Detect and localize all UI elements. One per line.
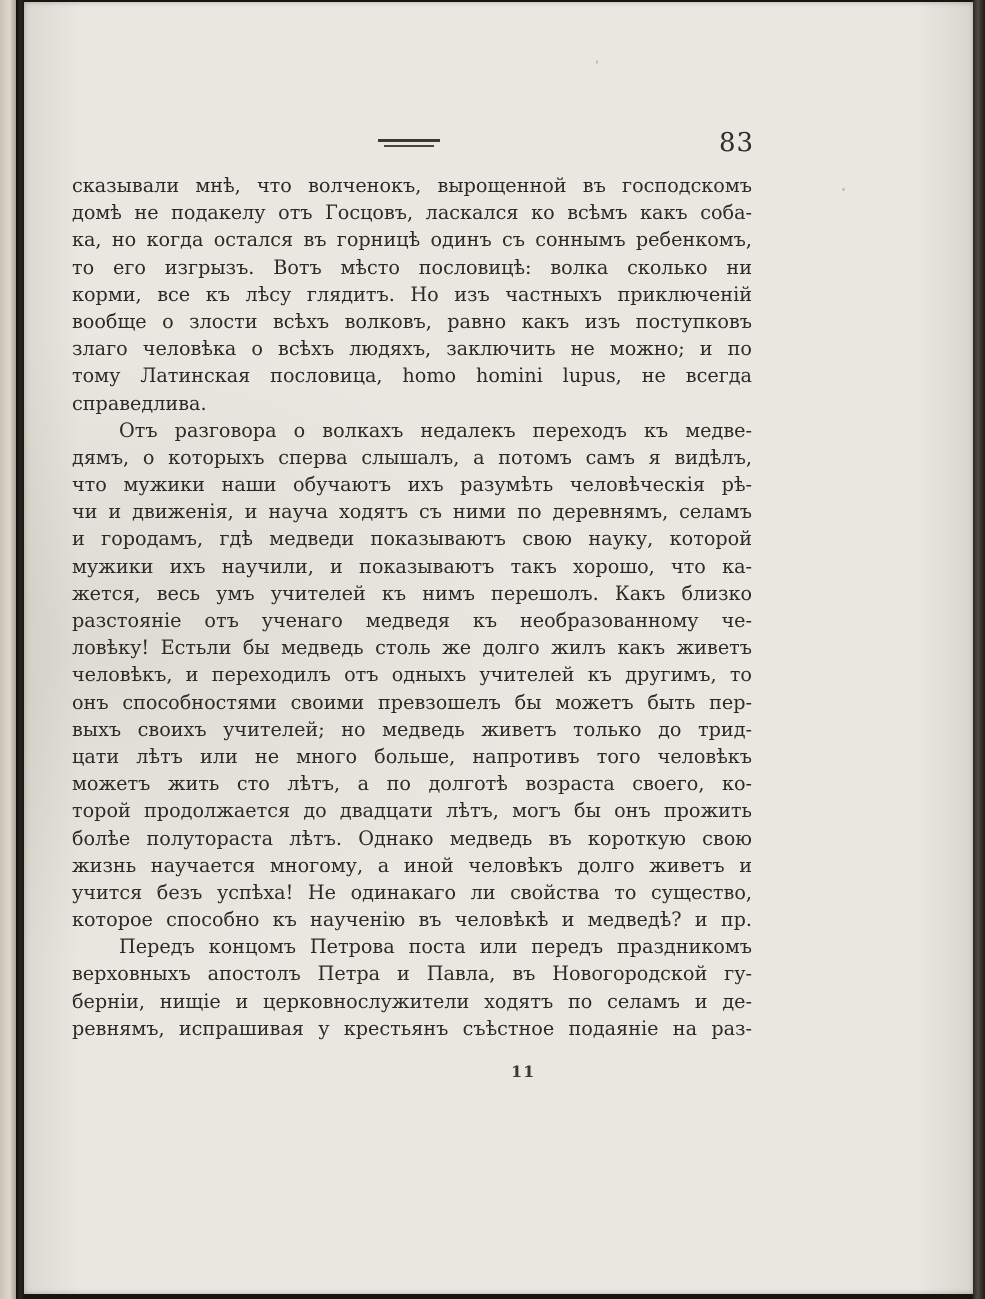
text-line: которое способно къ наученію въ человѣкѣ и медведѣ? и пр. [72, 908, 752, 932]
text-line: учится безъ успѣха! Не одинакаго ли свойства то существо, [72, 880, 752, 904]
text-line: цати лѣтъ или не много больше, напротивъ того человѣкъ [72, 744, 752, 768]
text-line: корми, все къ лѣсу глядитъ. Но изъ частныхъ приключеній [72, 282, 752, 306]
paper-speck [596, 60, 598, 64]
text-line: сказывали мнѣ, что волченокъ, вырощенной въ господскомъ [72, 174, 752, 197]
text-line: выхъ своихъ учителей; но медведь живетъ только до трид- [72, 717, 752, 741]
text-line: чи и движенія, и научa ходятъ съ ними по деревнямъ, селамъ [72, 500, 752, 524]
text-line: и городамъ, гдѣ медведи показываютъ свою науку, которой [72, 527, 752, 551]
text-line: жизнь научается многому, а иной человѣкъ долго живетъ и [72, 853, 752, 877]
text-line: можетъ жить сто лѣтъ, а по долготѣ возраста своего, ко- [72, 772, 752, 796]
page-fore-edge [973, 0, 985, 1299]
text-line: то его изгрызъ. Вотъ мѣсто пословицѣ: волка сколько ни [72, 255, 752, 279]
header-rule-lower [384, 145, 434, 147]
text-line: домѣ не подакелу отъ Госцовъ, ласкался ко всѣмъ какъ соба- [72, 201, 752, 225]
text-line: человѣкъ, и переходилъ отъ одныхъ учителей къ другимъ, то [72, 663, 752, 687]
body-text [72, 172, 752, 1042]
header-rule-upper [378, 139, 440, 142]
text-line: торой продолжается до двадцати лѣтъ, могъ бы онъ прожить [72, 799, 752, 823]
text-line: болѣе полутораста лѣтъ. Однако медведь въ короткую свою [72, 826, 752, 850]
text-line: жется, весь умъ учителей къ нимъ перешолъ. Какъ близко [72, 581, 752, 605]
text-line: ревнямъ, испрашивая у крестьянъ съѣстное подаяніе на раз- [72, 1016, 752, 1040]
text-line: ка, но когда остался въ горницѣ одинъ съ соннымъ ребенкомъ, [72, 228, 752, 252]
text-line: онъ способностями своими превзошелъ бы можетъ быть пер- [72, 690, 752, 714]
paper-speck [842, 188, 845, 191]
paragraph-start-line: Отъ разговора о волкахъ недалекъ переходъ къ медве- [119, 418, 752, 442]
text-line: справедлива. [72, 391, 207, 415]
paragraph-start-line: Передъ концомъ Петрова поста или передъ праздникомъ [119, 935, 752, 959]
page-number: 83 [719, 128, 755, 158]
book-spine [16, 0, 24, 1299]
header-rule [378, 139, 440, 148]
signature-mark: 11 [511, 1062, 536, 1081]
text-line: разстояніе отъ ученаго медведя къ необразованному че- [72, 609, 752, 632]
text-line: что мужики наши обучаютъ ихъ разумѣть человѣческія рѣ- [72, 473, 752, 497]
text-line: тому Латинская пословица, homo homini lupus, не всегда [72, 364, 752, 388]
text-line: злаго человѣка о всѣхъ людяхъ, заключить не можно; и по [72, 337, 752, 361]
previous-page-edge [0, 0, 16, 1299]
text-line: верховныхъ апостолъ Петра и Павла, въ Новогородской гу- [72, 962, 752, 986]
text-line: берніи, нищіе и церковнослужители ходятъ по селамъ и де- [72, 989, 752, 1013]
text-line: мужики ихъ научили, и показываютъ такъ хорошо, что ка- [72, 554, 752, 578]
text-line: дямъ, о которыхъ сперва слышалъ, а потомъ самъ я видѣлъ, [72, 445, 752, 469]
book-page [24, 2, 974, 1294]
text-line: вообще о злости всѣхъ волковъ, равно какъ изъ поступковъ [72, 309, 752, 333]
text-line: ловѣку! Естьли бы медведь столь же долго жилъ какъ живетъ [72, 636, 752, 660]
